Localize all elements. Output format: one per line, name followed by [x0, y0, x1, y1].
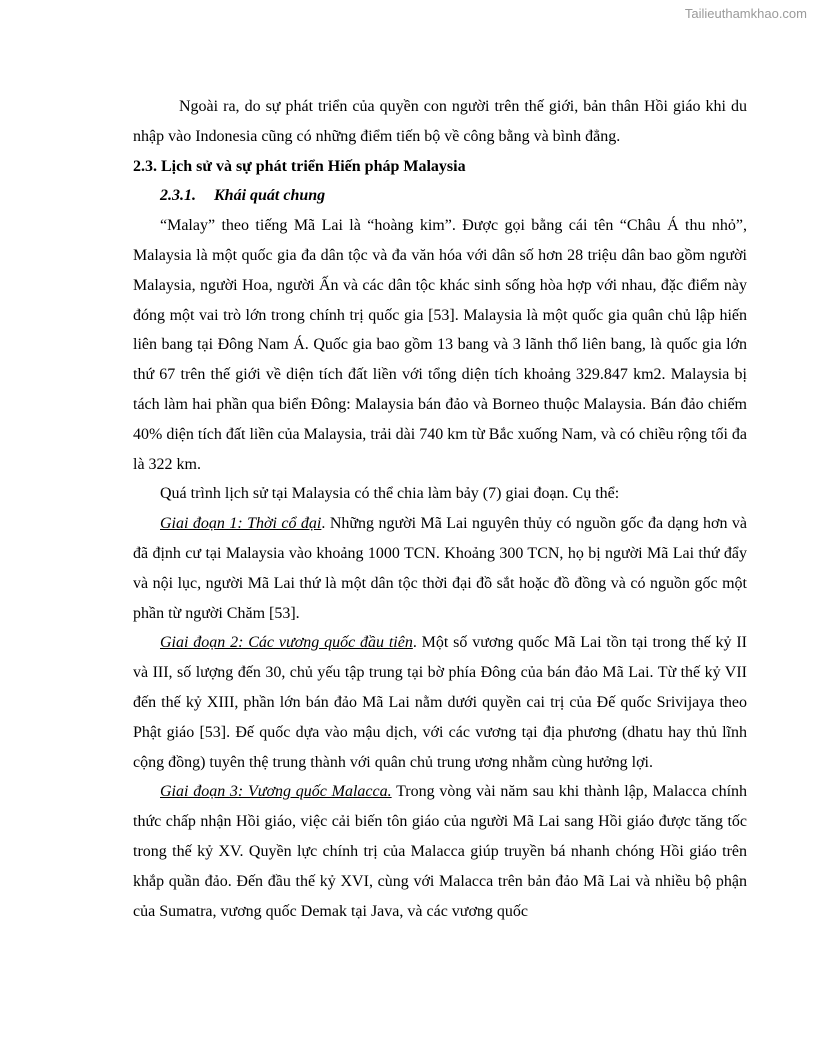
intro-paragraph: Ngoài ra, do sự phát triển của quyền con người trên thế giới, bản thân Hồi giáo khi du nhập vào Indonesia cũng có những điểm tiến bộ về công bằng và bình đẳng.	[133, 98, 747, 145]
subsection-number: 2.3.1.	[160, 187, 196, 205]
stage-3-paragraph	[133, 777, 747, 926]
watermark: Tailieuthamkhao.com	[684, 6, 807, 21]
stage-2-label: Giai đoạn 2: Các vương quốc đầu tiên	[160, 634, 413, 652]
stage-1-text: . Những người Mã Lai nguyên thủy có nguồn gốc đa dạng hơn và đã định cư tại Malaysia vào khoảng 1000 TCN. Khoảng 300 TCN, họ bị người Mã Lai thứ đẩy và nội lục, người Mã Lai thứ là một dân tộc thời đại đồ sắt hoặc đồ đồng và có nguồn gốc một phần từ người Chăm [53].	[133, 515, 748, 622]
document-body	[133, 92, 747, 926]
stages-intro-paragraph: Quá trình lịch sử tại Malaysia có thể chia làm bảy (7) giai đoạn. Cụ thể:	[160, 485, 620, 503]
subsection-heading	[133, 181, 747, 211]
subsection-title: Khái quát chung	[214, 187, 326, 205]
stage-2-paragraph	[133, 628, 747, 777]
stage-3-label: Giai đoạn 3: Vương quốc Malacca.	[160, 783, 392, 801]
stage-3-text: Trong vòng vài năm sau khi thành lập, Malacca chính thức chấp nhận Hồi giáo, việc cải biến tôn giáo của người Mã Lai sang Hồi giáo được tăng tốc trong thế kỷ XV. Quyền lực chính trị của Malacca giúp truyền bá nhanh chóng Hồi giáo trên khắp quần đảo. Đến đầu thế kỷ XVI, cùng với Malacca trên bản đảo Mã Lai và nhiều bộ phận của Sumatra, vương quốc Demak tại Java, và các vương quốc	[133, 783, 748, 920]
overview-paragraph: “Malay” theo tiếng Mã Lai là “hoàng kim”. Được gọi bằng cái tên “Châu Á thu nhỏ”, Malaysia là một quốc gia đa dân tộc và đa văn hóa với dân số hơn 28 triệu dân bao gồm người Malaysia, người Hoa, người Ấn và các dân tộc khác sinh sống hòa hợp với nhau, đặc điểm này đóng một vai trò lớn trong chính trị quốc gia [53]. Malaysia là một quốc gia quân chủ lập hiến liên bang tại Đông Nam Á. Quốc gia bao gồm 13 bang và 3 lãnh thổ liên bang, là quốc gia lớn thứ 67 trên thế giới về diện tích đất liền với tổng diện tích khoảng 329.847 km2. Malaysia bị tách làm hai phần qua biển Đông: Malaysia bán đảo và Borneo thuộc Malaysia. Bán đảo chiếm 40% diện tích đất liền của Malaysia, trải dài 740 km từ Bắc xuống Nam, và có chiều rộng tối đa là 322 km.	[133, 217, 747, 473]
stage-1-paragraph	[133, 509, 747, 628]
stage-2-text: . Một số vương quốc Mã Lai tồn tại trong thế kỷ II và III, số lượng đến 30, chủ yếu tập trung tại bờ phía Đông của bán đảo Mã Lai. Từ thế kỷ VII đến thế kỷ XIII, phần lớn bán đảo Mã Lai nằm dưới quyền cai trị của Đế quốc Srivijaya theo Phật giáo [53]. Đế quốc dựa vào mậu dịch, với các vương tại địa phương (dhatu hay thủ lĩnh cộng đồng) tuyên thệ trung thành với quân chủ trung ương nhằm cùng hưởng lợi.	[133, 634, 747, 771]
section-heading: 2.3. Lịch sử và sự phát triển Hiến pháp Malaysia	[133, 157, 466, 175]
stage-1-label: Giai đoạn 1: Thời cổ đại	[160, 515, 322, 533]
